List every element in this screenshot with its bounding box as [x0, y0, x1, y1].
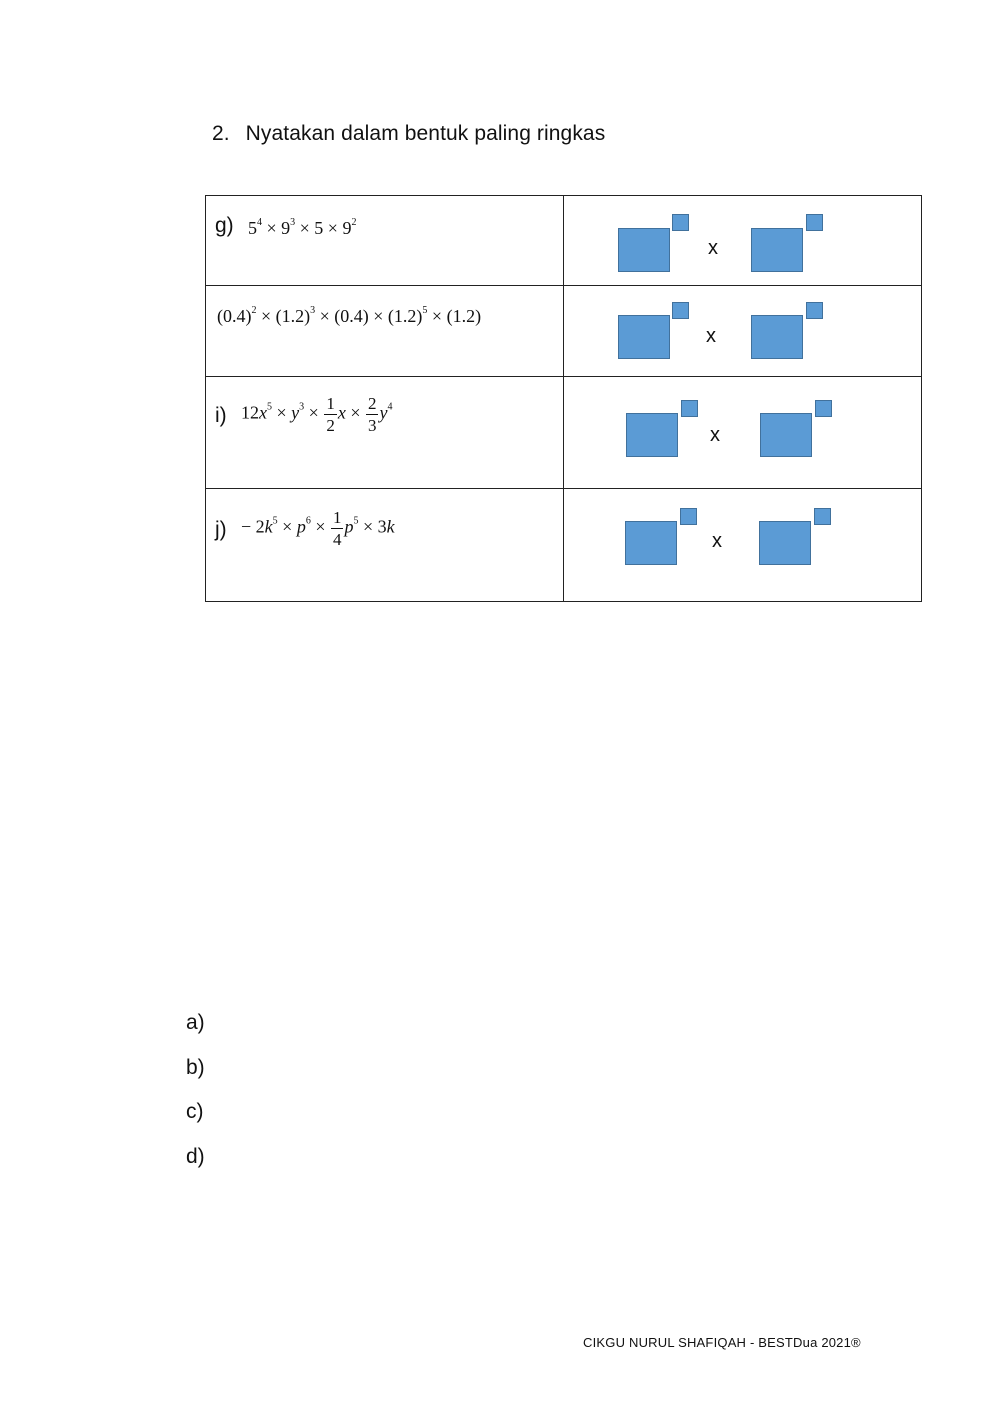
answer-box-base-1[interactable]	[626, 413, 678, 457]
answer-box-exponent-1[interactable]	[672, 302, 689, 319]
answer-cell	[564, 196, 922, 286]
answer-label-a: a)	[186, 1011, 205, 1034]
answer-label-c: c)	[186, 1100, 204, 1123]
expression-i: $12x^5 \times y^3$ × $\frac{1}{2}$ x × $\frac{2}{3}$ $y^4$	[241, 394, 393, 435]
expression-cell	[206, 489, 564, 602]
answer-box-exponent-1[interactable]	[680, 508, 697, 525]
answer-label-list	[186, 1011, 205, 1189]
expression-cell	[206, 196, 564, 286]
expression-cell	[206, 286, 564, 377]
expression-g: $5^4 \times 9^3 \times 5 \times 9^2$	[248, 217, 357, 238]
answer-box-exponent-1[interactable]	[681, 400, 698, 417]
row-label: j)	[215, 518, 227, 541]
answer-box-base-1[interactable]	[618, 228, 670, 272]
table-row	[206, 489, 922, 602]
question-number: 2.	[212, 122, 230, 145]
answer-label-d: d)	[186, 1144, 205, 1168]
answer-box-exponent-2[interactable]	[806, 302, 823, 319]
expression-j: − $2k^5 \times p^6$ × $\frac{1}{4}$ $p^5 \times 3k$	[241, 508, 395, 549]
answer-box-exponent-1[interactable]	[672, 214, 689, 231]
answer-label-b: b)	[186, 1055, 205, 1079]
table-row	[206, 286, 922, 377]
expression-h: $(0.4)^2 \times (1.2)^3 \times (0.4) \times (1.2)^5 \times (1.2)$	[217, 305, 482, 326]
answer-cell	[564, 377, 922, 489]
row-label: i)	[215, 404, 227, 427]
times-sign: x	[712, 530, 722, 552]
row-label: g)	[215, 214, 234, 237]
times-sign: x	[706, 325, 716, 347]
question-table	[205, 195, 922, 602]
times-sign: x	[710, 424, 720, 446]
answer-cell	[564, 286, 922, 377]
answer-box-exponent-2[interactable]	[814, 508, 831, 525]
answer-box-base-2[interactable]	[759, 521, 811, 565]
answer-box-exponent-2[interactable]	[806, 214, 823, 231]
answer-box-base-1[interactable]	[618, 315, 670, 359]
answer-box-base-2[interactable]	[751, 228, 803, 272]
times-sign: x	[708, 237, 718, 259]
answer-box-base-2[interactable]	[751, 315, 803, 359]
answer-box-exponent-2[interactable]	[815, 400, 832, 417]
question-heading	[212, 122, 605, 146]
question-instruction: Nyatakan dalam bentuk paling ringkas	[245, 122, 606, 145]
expression-cell	[206, 377, 564, 489]
table-row	[206, 377, 922, 489]
answer-cell	[564, 489, 922, 602]
answer-box-base-1[interactable]	[625, 521, 677, 565]
answer-box-base-2[interactable]	[760, 413, 812, 457]
table-row	[206, 196, 922, 286]
footer-credit: CIKGU NURUL SHAFIQAH - BESTDua 2021®	[583, 1335, 861, 1350]
